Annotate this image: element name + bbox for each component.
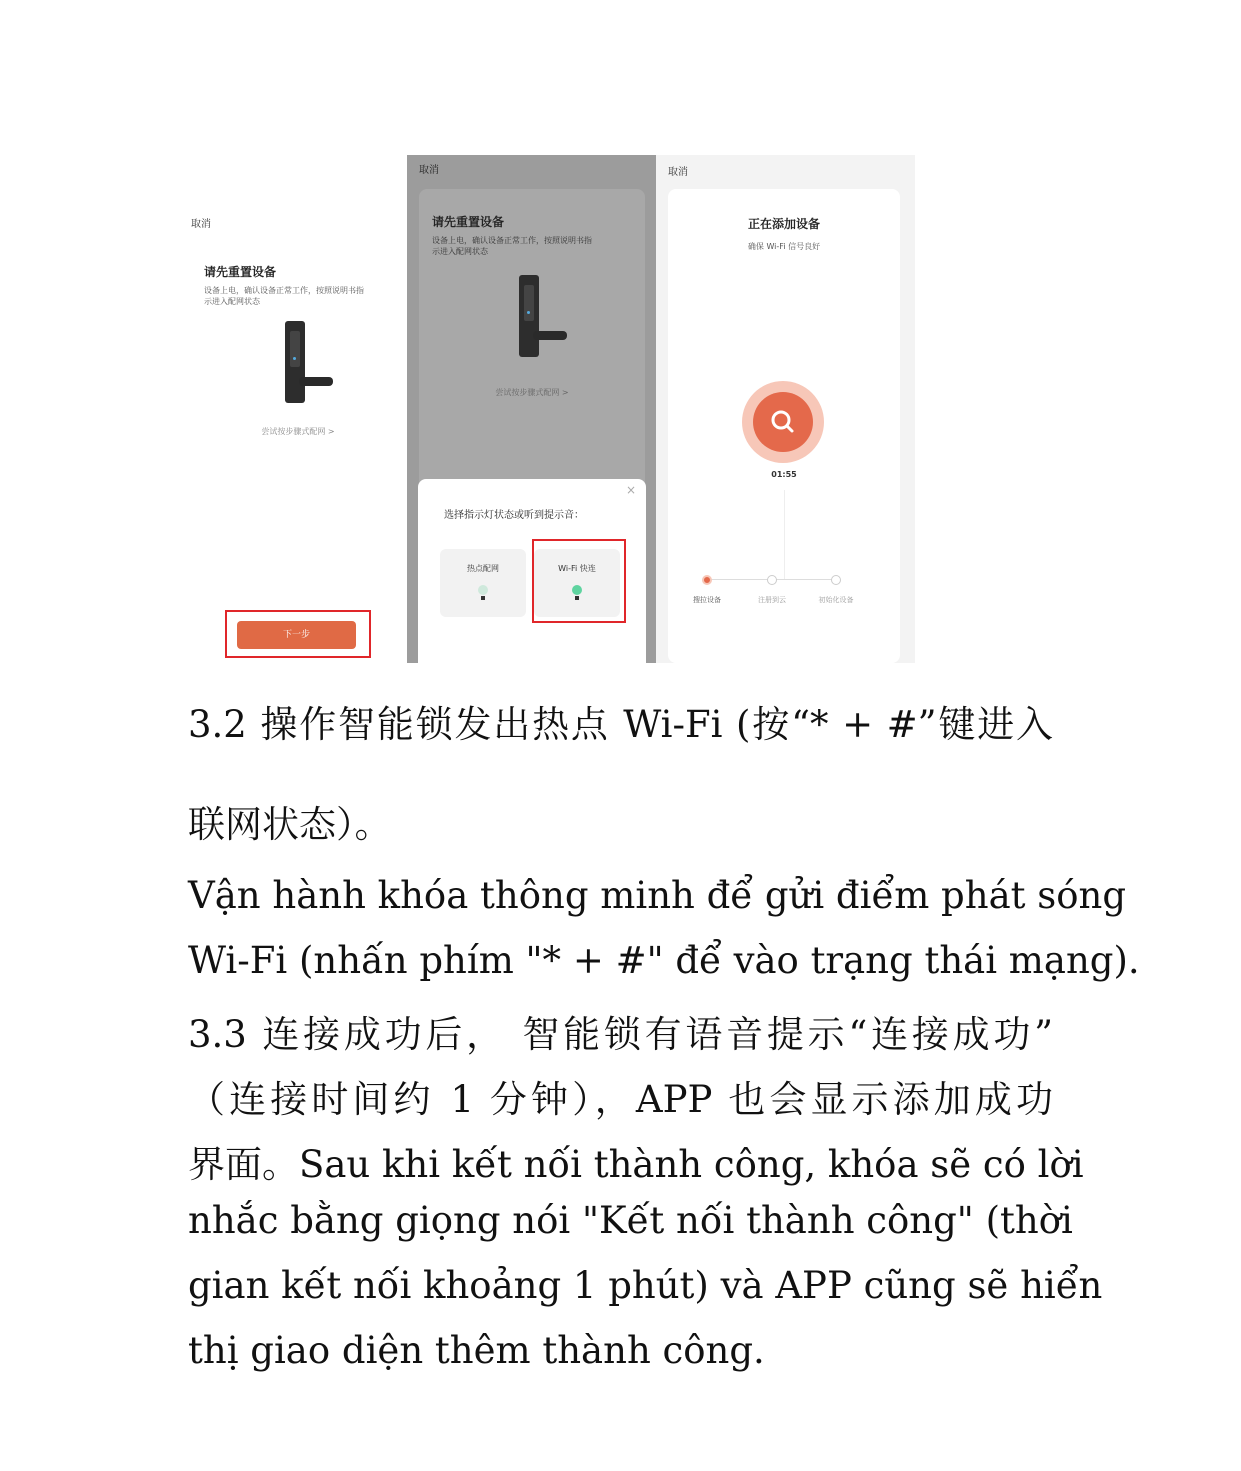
step-label: 注册到云 [758, 596, 786, 604]
countdown-timer: 01:55 [771, 470, 797, 479]
search-circle [753, 392, 813, 452]
lock-indicator [527, 311, 530, 314]
card-title: 请先重置设备 [204, 265, 277, 279]
option-hotspot[interactable] [440, 549, 526, 617]
cancel-link[interactable]: 取消 [419, 165, 439, 176]
screen-reset-device [188, 155, 407, 663]
desc-line: 设备上电，确认设备正常工作，按照说明书指 [204, 286, 364, 295]
step-pairing-link[interactable]: 尝试按步骤式配网 > [495, 388, 569, 397]
section-3-3-line: thị giao diện thêm thành công. [188, 1329, 765, 1372]
step-pairing-link[interactable]: 尝试按步骤式配网 > [261, 427, 335, 436]
section-3-3-line: 3.3 连接成功后， 智能锁有语音提示“连接成功” [188, 1013, 1053, 1056]
desc-line: 示进入配网状态 [432, 247, 488, 256]
option-label: Wi-Fi 快连 [558, 564, 596, 573]
app-screenshots-figure [188, 155, 915, 663]
section-3-3-line: gian kết nối khoảng 1 phút) và APP cũng sẽ hiển [188, 1264, 1103, 1307]
indicator-sheet [418, 479, 646, 663]
section-3-3-line: nhắc bằng giọng nói "Kết nối thành công" (thời [188, 1199, 1073, 1242]
desc-line: 设备上电，确认设备正常工作，按照说明书指 [432, 236, 592, 245]
card-title: 请先重置设备 [432, 215, 505, 229]
screen-adding-device [656, 155, 915, 663]
step-dot-active [702, 575, 712, 585]
bulb-icon [478, 585, 488, 595]
next-button[interactable]: 下一步 [237, 621, 356, 649]
lock-handle [299, 377, 333, 386]
section-3-3-line: （连接时间约 1 分钟），APP 也会显示添加成功 [188, 1078, 1053, 1121]
card-description [432, 235, 592, 257]
option-label: 热点配网 [467, 564, 499, 573]
card-description [204, 285, 364, 307]
lock-keypad [290, 331, 300, 367]
card-subtitle: 确保 Wi-Fi 信号良好 [747, 242, 821, 251]
step-dot [767, 575, 777, 585]
lock-handle [533, 331, 567, 340]
sheet-title: 选择指示灯状态或听到提示音： [444, 510, 584, 521]
vietnamese-line: Vận hành khóa thông minh để gửi điểm phát sóng [188, 874, 1127, 917]
screen-select-indicator [407, 155, 656, 663]
step-label: 搜拉设备 [693, 596, 721, 604]
vertical-divider [784, 490, 785, 580]
section-3-2-line: 联网状态）。 [188, 803, 392, 846]
close-icon[interactable]: × [625, 483, 636, 497]
card-title: 正在添加设备 [747, 217, 820, 231]
step-dot [831, 575, 841, 585]
cancel-link[interactable]: 取消 [668, 167, 688, 178]
desc-line: 示进入配网状态 [204, 297, 260, 306]
section-3-2-line: 3.2 操作智能锁发出热点 Wi-Fi (按“* + #”键进入 [188, 703, 1053, 746]
lock-keypad [524, 285, 534, 321]
step-label: 初始化设备 [818, 596, 854, 604]
bulb-base [481, 596, 485, 600]
cancel-link[interactable]: 取消 [191, 219, 211, 230]
highlight-box [532, 539, 626, 623]
vietnamese-line: Wi-Fi (nhấn phím "* + #" để vào trạng thái mạng). [188, 939, 1140, 982]
section-3-3-line: 界面。Sau khi kết nối thành công, khóa sẽ có lời [188, 1143, 1084, 1186]
lock-indicator [293, 357, 296, 360]
search-icon [753, 392, 813, 452]
